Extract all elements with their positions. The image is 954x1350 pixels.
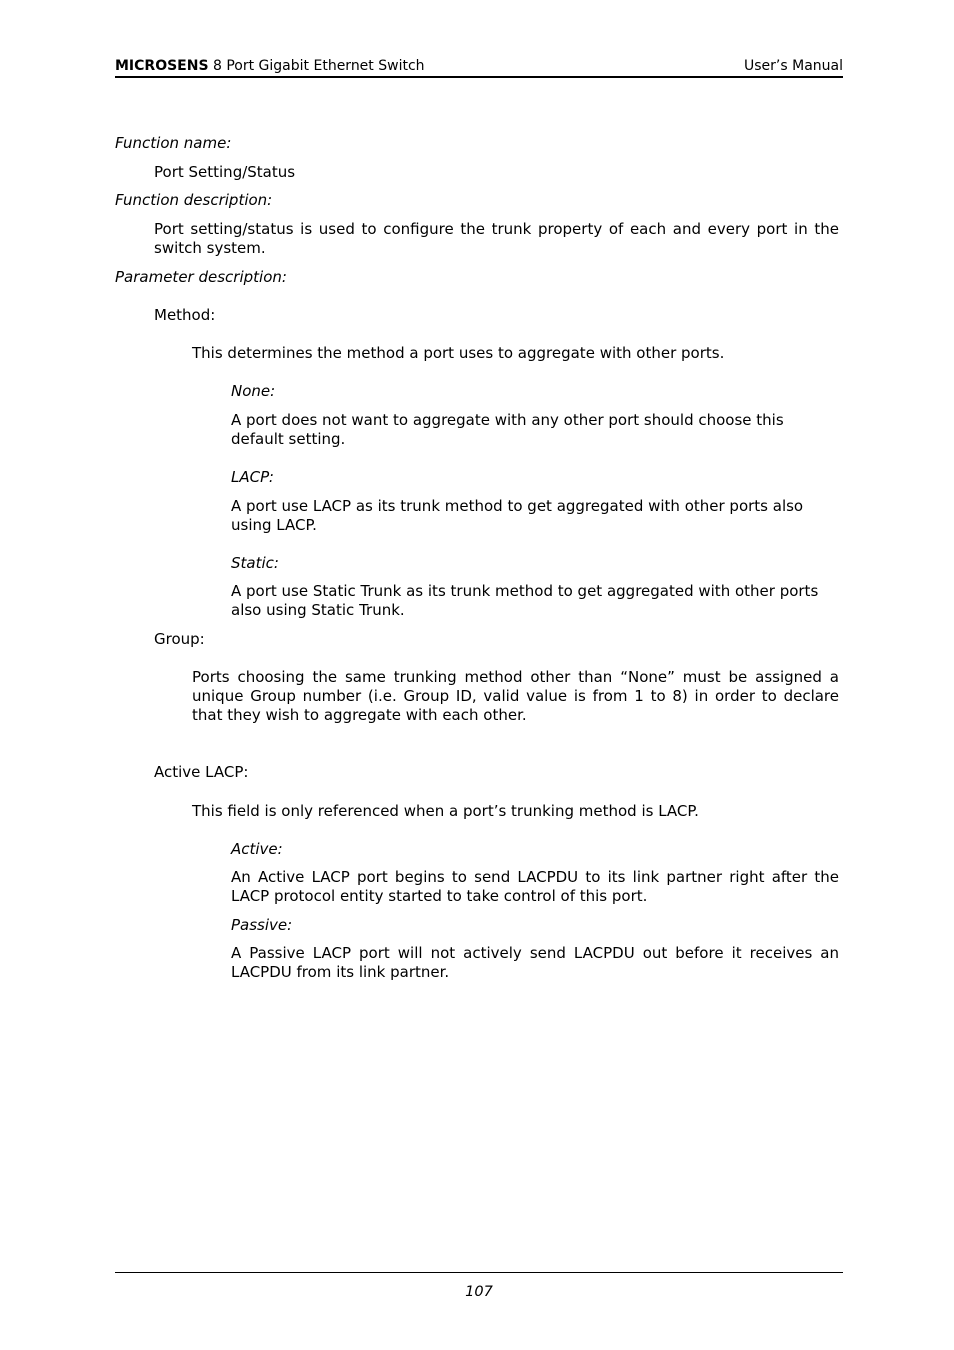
method-label: Method: [154,306,216,324]
passive-label: Passive: [231,916,293,934]
function-name-label: Function name: [115,134,232,152]
function-name: Port Setting/Status [154,163,296,181]
page-number: 107 [465,1284,493,1300]
brand-name: MICROSENS [115,58,209,74]
function-description-label: Function description: [115,191,273,209]
method-description: This determines the method a port uses to aggregate with other ports. [192,344,725,362]
group-label: Group: [154,630,205,648]
active-lacp-description: This field is only referenced when a port’s trunking method is LACP. [192,802,699,820]
document-type: User’s Manual [744,58,843,74]
active-label: Active: [231,840,283,858]
function-description: Port setting/status is used to configure the trunk property of each and every port in the switch system. [154,220,839,257]
passive-text: A Passive LACP port will not actively send LACPDU out before it receives an LACPDU from its link partner. [231,944,839,981]
page-header [115,56,843,78]
lacp-label: LACP: [231,468,274,486]
active-text: An Active LACP port begins to send LACPDU to its link partner right after the LACP protocol entity started to take control of this port. [231,868,839,905]
group-text: Ports choosing the same trunking method other than “None” must be assigned a unique Group number (i.e. Group ID, valid value is from 1 to 8) in order to declare that they wish to aggregate with each other. [192,668,839,724]
parameter-description-label: Parameter description: [115,268,287,286]
none-label: None: [231,382,276,400]
static-label: Static: [231,554,279,572]
static-text: A port use Static Trunk as its trunk method to get aggregated with other ports also using Static Trunk. [231,582,819,619]
footer-rule [115,1272,843,1273]
lacp-text: A port use LACP as its trunk method to get aggregated with other ports also using LACP. [231,497,804,534]
none-text: A port does not want to aggregate with any other port should choose this default setting. [231,411,784,448]
active-lacp-label: Active LACP: [154,763,249,781]
product-name: 8 Port Gigabit Ethernet Switch [213,58,425,74]
